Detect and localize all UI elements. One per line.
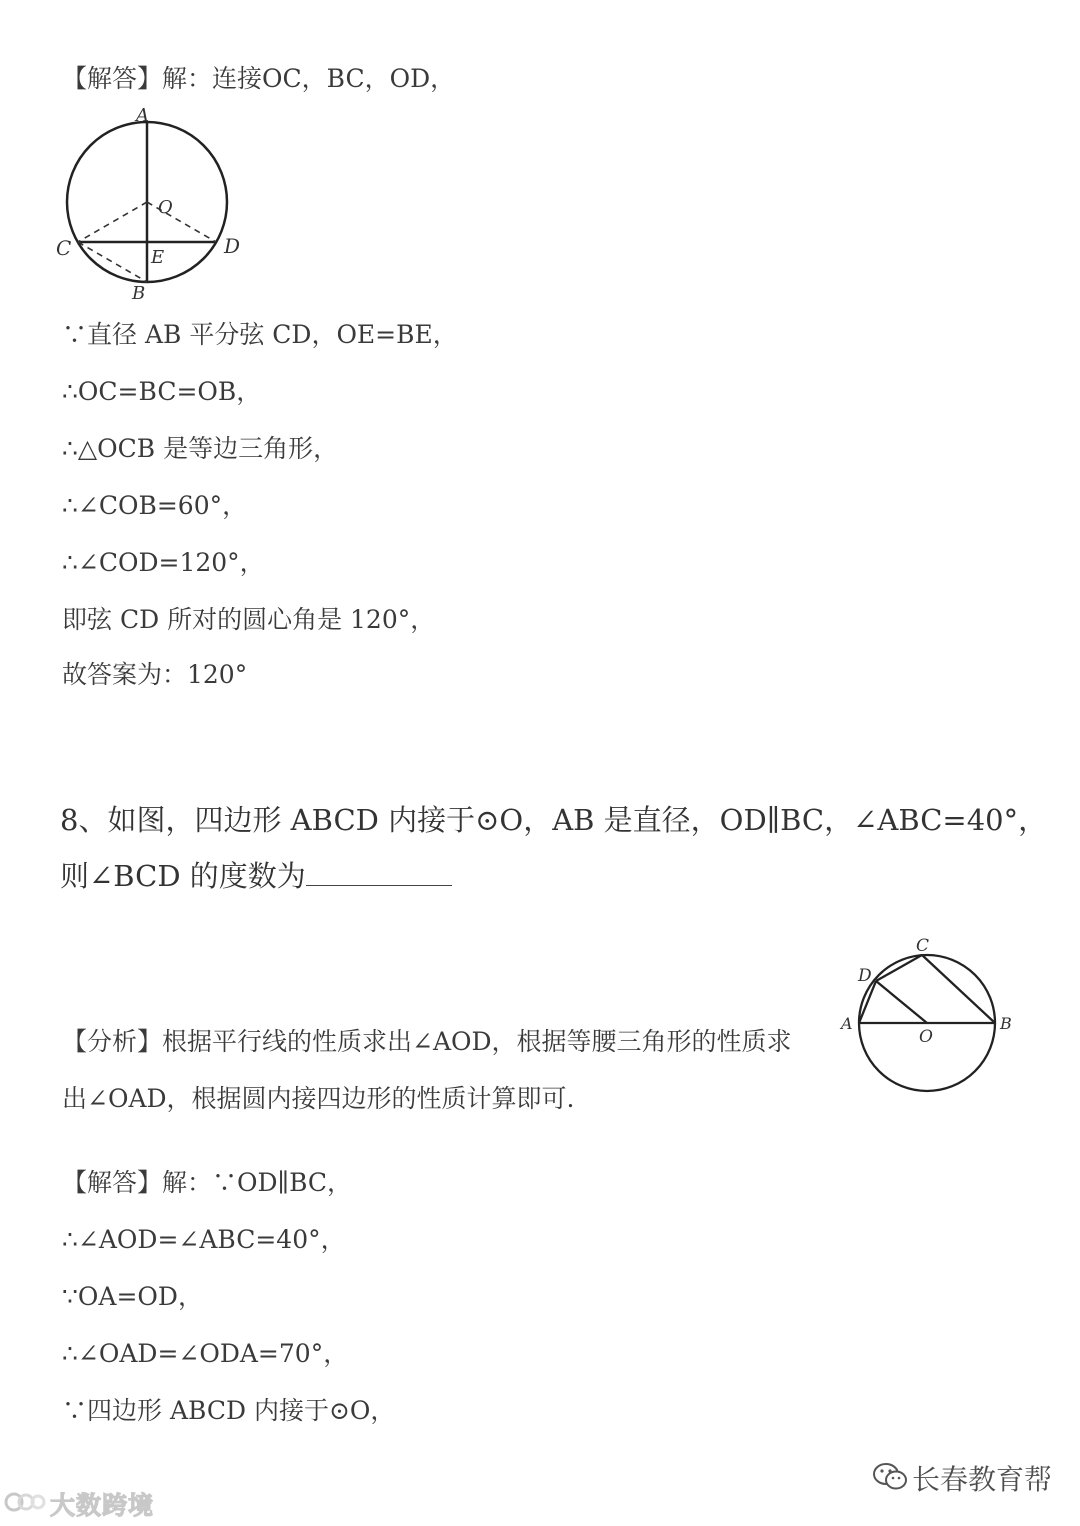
- solution1-step-1: ∵直径 AB 平分弦 CD，OE=BE，: [62, 320, 458, 349]
- solution1-step-2: ∴OC=BC=OB，: [62, 377, 262, 406]
- answer-blank: [306, 857, 452, 886]
- label-E: E: [151, 247, 165, 268]
- question8-line2: [60, 856, 452, 896]
- wechat-icon: [870, 1460, 910, 1494]
- solution1-step-3: ∴△OCB 是等边三角形，: [62, 434, 339, 463]
- solution2-step-4: ∵四边形 ABCD 内接于⊙O，: [62, 1396, 396, 1425]
- watermark-left-text: 大数跨境: [50, 1491, 155, 1520]
- analysis-line1: 【分析】根据平行线的性质求出∠AOD，根据等腰三角形的性质求: [62, 1027, 792, 1056]
- question8-line1: 8、如图，四边形 ABCD 内接于⊙O，AB 是直径，OD∥BC，∠ABC=40°，: [60, 803, 1048, 837]
- solution2-step-1: ∴∠AOD=∠ABC=40°，: [62, 1225, 346, 1254]
- label-D2: D: [858, 966, 872, 986]
- label-D: D: [224, 234, 241, 258]
- brand-logo-icon: [4, 1488, 48, 1516]
- solution2-step-3: ∴∠OAD=∠ODA=70°，: [62, 1339, 349, 1368]
- watermark-left: [4, 1486, 154, 1520]
- solution2-step-2: ∵OA=OD，: [62, 1282, 203, 1311]
- circle-diagram-2: [838, 935, 1028, 1095]
- solution1-intro: 【解答】解：连接OC，BC，OD，: [62, 64, 456, 93]
- solution1-step-4: ∴∠COB=60°，: [62, 491, 248, 520]
- solution1-step-6: 即弦 CD 所对的圆心角是 120°，: [62, 605, 436, 634]
- question8-line2-text: 则∠BCD 的度数为: [60, 859, 306, 893]
- label-A2: A: [841, 1014, 853, 1033]
- label-B2: B: [1000, 1014, 1012, 1033]
- label-A: A: [136, 105, 149, 126]
- circle-diagram-1: [50, 105, 250, 305]
- solution1-step-5: ∴∠COD=120°，: [62, 548, 265, 577]
- analysis-line2: 出∠OAD，根据圆内接四边形的性质计算即可.: [62, 1084, 575, 1113]
- label-O2: O: [919, 1027, 933, 1047]
- watermark-right-text: 长春教育帮: [912, 1463, 1053, 1496]
- label-B: B: [132, 283, 146, 304]
- label-C: C: [56, 236, 72, 260]
- label-C2: C: [916, 936, 930, 956]
- solution2-intro: 【解答】解：∵OD∥BC，: [62, 1168, 353, 1197]
- label-O: O: [158, 197, 173, 218]
- solution1-answer: 故答案为：120°: [62, 660, 248, 689]
